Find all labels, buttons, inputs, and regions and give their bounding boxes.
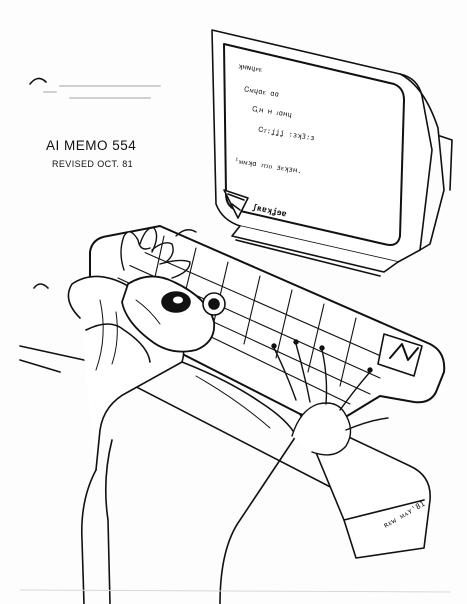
screen-line-3: Ꮹʜ ʜ ᴊɑʜɥ [251, 104, 293, 120]
monitor-logo-text: ʃʀɐʞʝɘɐ [251, 202, 288, 219]
binder-hole-mark-bottom [34, 284, 48, 288]
binder-hole-mark-top [30, 78, 46, 84]
screen-line-4: Ꮯᴛ:ʝʝʝ :ɜʞ3:ɜ [257, 125, 316, 143]
screen-line-5: ᴵᴍᴍʞɑ ᴊᴛᴊᴏ ɜᴇʞɜʜ. [233, 156, 303, 176]
faint-scan-text [44, 86, 160, 98]
screen-line-1: ʞʜɴɥᴘᴇ [237, 62, 263, 74]
screen-line-2: Ꮯᴍɥɑᴇ ɑɑ [243, 85, 280, 99]
alien-left-arm [82, 470, 96, 604]
artist-signature: ʀᴇw ᴍᴀʏ'81 [382, 498, 427, 530]
memo-revised-date: REVISED OCT. 81 [52, 159, 134, 169]
memo-title: AI MEMO 554 [46, 138, 137, 153]
